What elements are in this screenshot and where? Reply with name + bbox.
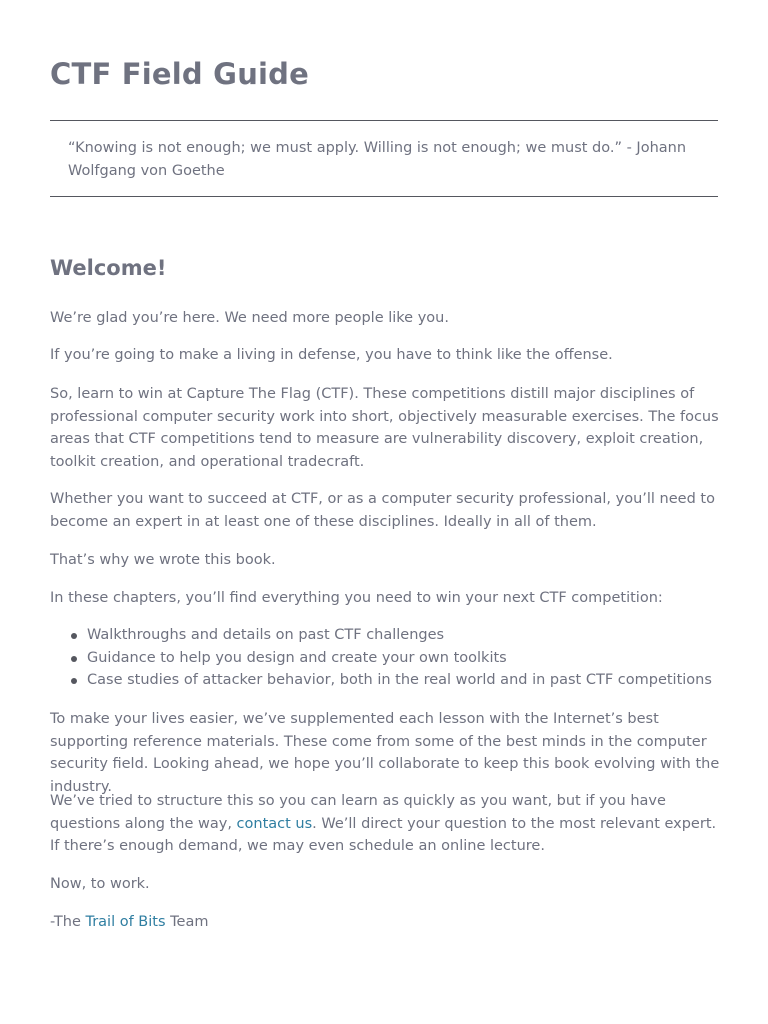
intro-paragraph-5: That’s why we wrote this book.	[50, 552, 276, 568]
list-item-text: Walkthroughs and details on past CTF challenges	[87, 627, 445, 643]
list-item	[50, 669, 722, 692]
signature-line	[50, 911, 722, 934]
bullet-dot-icon	[71, 633, 77, 639]
trail-of-bits-link[interactable]: Trail of Bits	[85, 914, 166, 930]
chapter-features-list	[50, 624, 722, 692]
list-item-text: Guidance to help you design and create your own toolkits	[87, 649, 507, 666]
quote-bottom-rule	[50, 196, 718, 197]
list-item	[50, 624, 722, 647]
page-title: CTF Field Guide	[50, 57, 310, 91]
intro-paragraph-3: So, learn to win at Capture The Flag (CTF). These competitions distill major disciplines of professional computer security work into short, objectively measurable exercises. The focus areas that CTF competitions tend to measure are vulnerability discovery, exploit creation, toolkit creation, and operational tradecraft.	[50, 386, 719, 470]
contact-us-link[interactable]: contact us	[236, 815, 313, 832]
contact-text-after: . We’ll direct your question to the most relevant expert. If there’s enough demand, we may even schedule an online lecture.	[50, 815, 717, 854]
epigraph-quote: “Knowing is not enough; we must apply. Willing is not enough; we must do.” - Johann Wolfgang von Goethe	[68, 140, 687, 179]
intro-paragraph-6: In these chapters, you’ll find everything you need to win your next CTF competition:	[50, 590, 663, 606]
intro-paragraph-9: Now, to work.	[50, 876, 150, 892]
bullet-dot-icon	[71, 678, 77, 684]
signature-prefix: -The	[50, 914, 86, 930]
list-item-text: Case studies of attacker behavior, both in the real world and in past CTF competitions	[87, 672, 712, 688]
intro-paragraph-4: Whether you want to succeed at CTF, or as a computer security professional, you’ll need to become an expert in at least one of these disciplines. Ideally in all of them.	[50, 491, 715, 530]
bullet-dot-icon	[71, 656, 77, 662]
intro-paragraph-8	[50, 790, 722, 858]
welcome-heading: Welcome!	[50, 256, 167, 280]
intro-paragraph-2: If you’re going to make a living in defense, you have to think like the offense.	[50, 347, 613, 363]
intro-paragraph-7: To make your lives easier, we’ve supplemented each lesson with the Internet’s best supporting reference materials. These come from some of the best minds in the computer security field. Looking ahead, we hope you’ll collaborate to keep this book evolving with the industry.	[50, 711, 720, 795]
contact-text-before: We’ve tried to structure this so you can learn as quickly as you want, but if you have questions along the way,	[50, 793, 666, 832]
quote-top-rule	[50, 120, 718, 121]
signature-suffix: Team	[165, 914, 209, 930]
list-item	[50, 647, 722, 670]
intro-paragraph-1: We’re glad you’re here. We need more people like you.	[50, 310, 449, 326]
